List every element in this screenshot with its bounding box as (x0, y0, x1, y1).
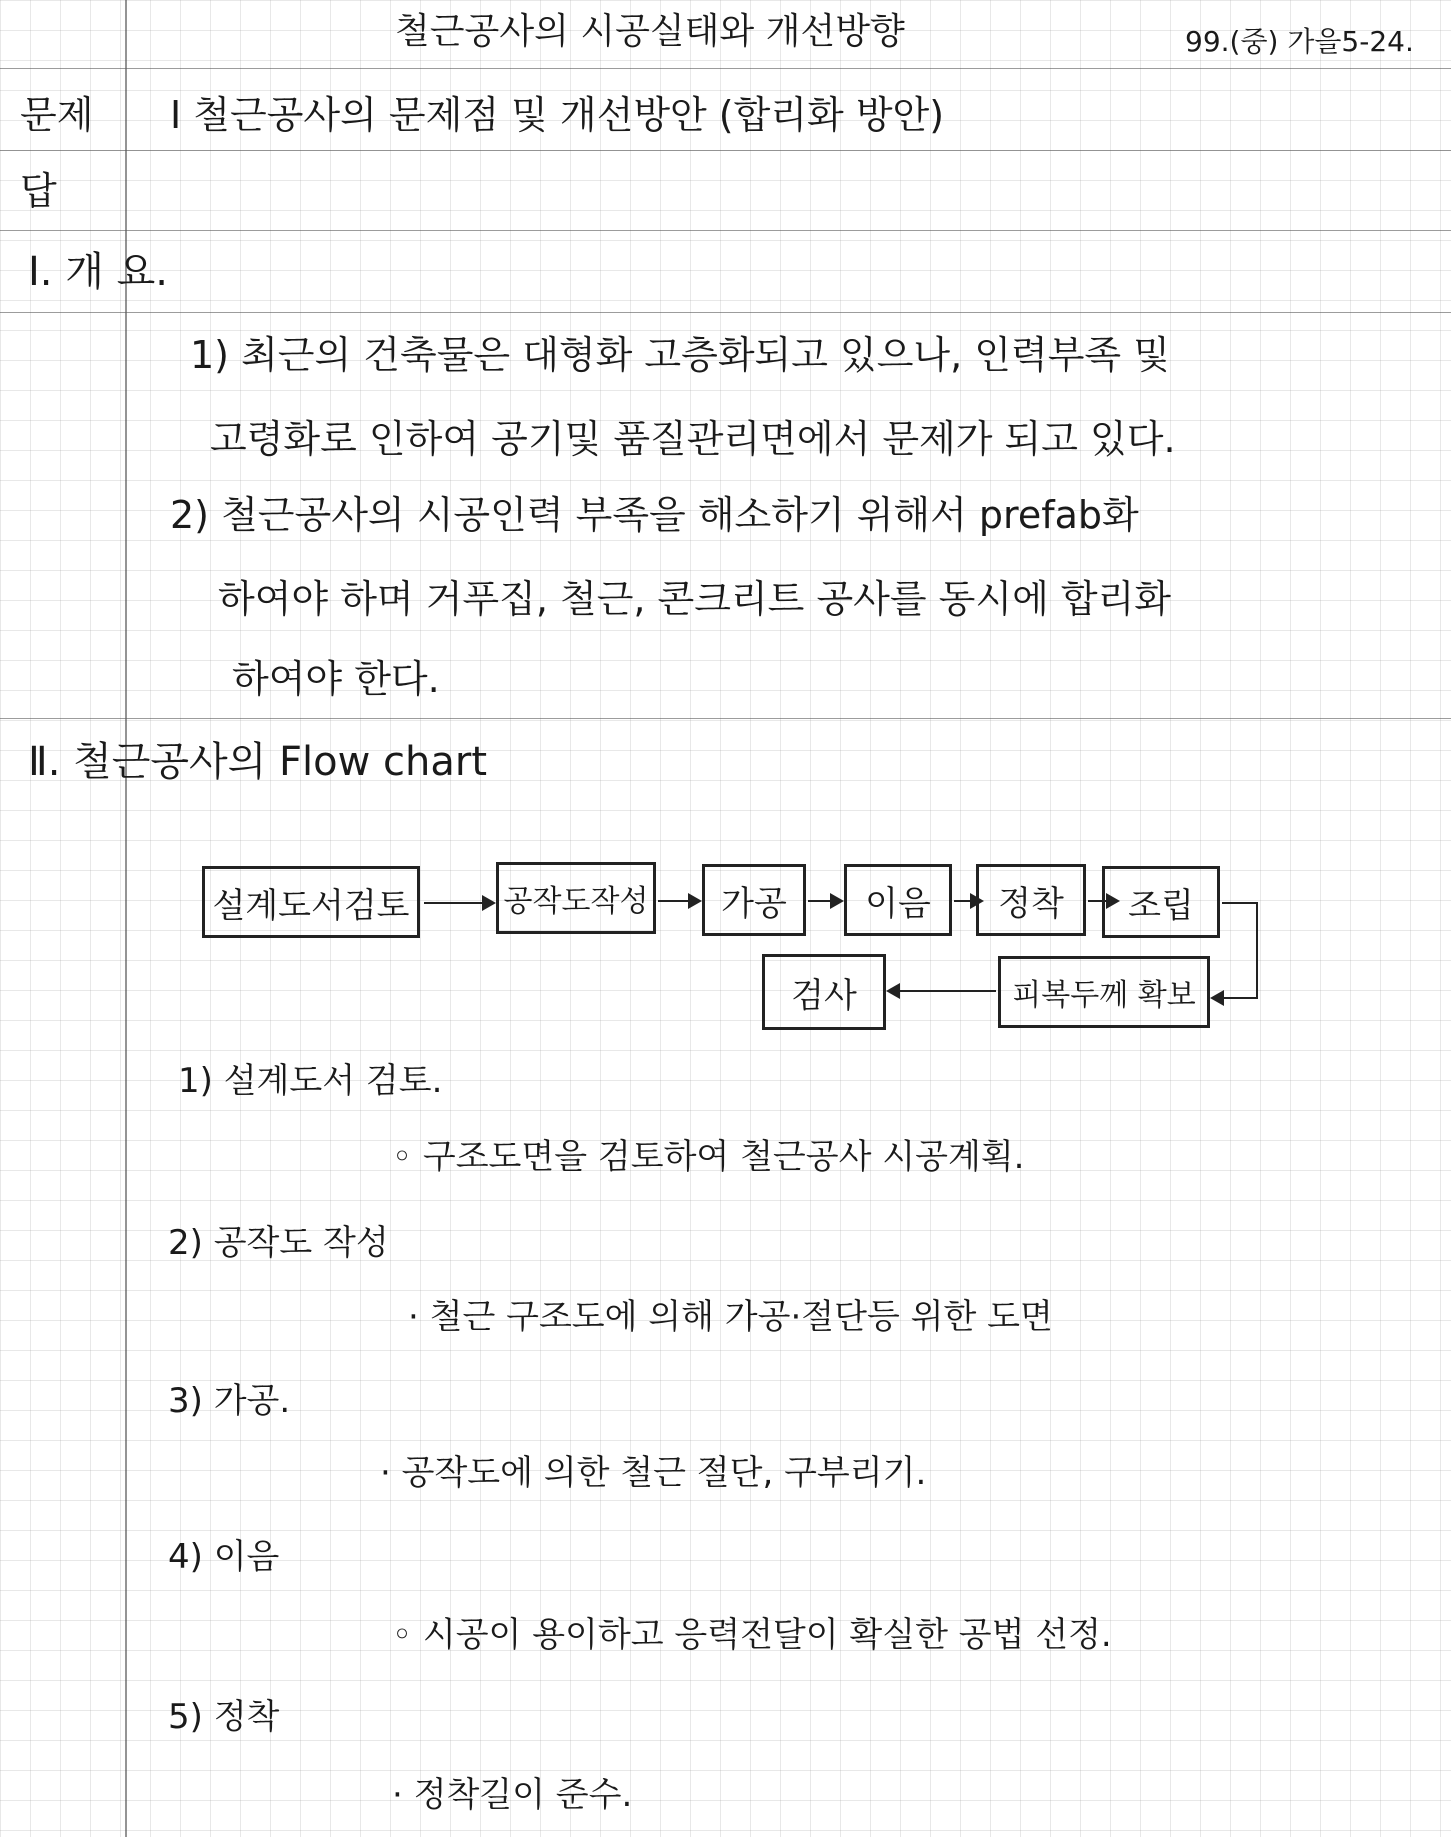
item-5-bullet: · 정착길이 준수. (392, 1775, 633, 1815)
item-2-bullet: · 철근 구조도에 의해 가공·절단등 위한 도면 (408, 1297, 1053, 1337)
item-4-bullet: ◦ 시공이 용이하고 응력전달이 확실한 공법 선정. (392, 1615, 1112, 1655)
rule-overview (0, 312, 1451, 313)
overview-p2-line1: 2) 철근공사의 시공인력 부족을 해소하기 위해서 prefab화 (170, 493, 1139, 537)
flow-heading: Ⅱ. 철근공사의 Flow chart (28, 739, 488, 785)
page-title: 철근공사의 시공실태와 개선방향 (395, 11, 905, 52)
rule-flow (0, 718, 1451, 719)
flow-connector-back (1212, 997, 1258, 999)
overview-p1-line2: 고령화로 인하여 공기및 품질관리면에서 문제가 되고 있다. (210, 417, 1176, 461)
page-date: 99.(중) 가을5-24. (1185, 25, 1414, 58)
flow-box-design-review: 설계도서검토 (202, 866, 420, 938)
item-4-title: 4) 이음 (168, 1537, 280, 1577)
item-3-title: 3) 가공. (168, 1381, 291, 1421)
item-2-title: 2) 공작도 작성 (168, 1223, 389, 1263)
rule-header (0, 68, 1451, 69)
answer-label: 답 (20, 169, 57, 213)
flow-connector-right (1222, 902, 1258, 904)
flow-box-anchorage: 정착 (976, 864, 1086, 936)
question-text: Ⅰ 철근공사의 문제점 및 개선방안 (합리화 방안) (170, 93, 945, 137)
flow-box-assembly: 조립 (1102, 866, 1220, 938)
overview-p1-line1: 1) 최근의 건축물은 대형화 고층화되고 있으나, 인력부족 및 (190, 333, 1170, 377)
flow-arrow-1 (424, 902, 494, 904)
rule-question (0, 150, 1451, 151)
flow-box-shop-drawing: 공작도작성 (496, 862, 656, 934)
flow-box-inspection: 검사 (762, 954, 886, 1030)
rule-answer (0, 230, 1451, 231)
question-label: 문제 (20, 93, 94, 137)
flow-box-splice: 이음 (844, 864, 952, 936)
item-1-title: 1) 설계도서 검토. (178, 1061, 443, 1101)
flow-arrow-3 (808, 900, 842, 902)
item-1-bullet: ◦ 구조도면을 검토하여 철근공사 시공계획. (392, 1137, 1025, 1177)
overview-p2-line3: 하여야 한다. (232, 657, 440, 701)
flow-box-processing: 가공 (702, 864, 806, 936)
item-3-bullet: · 공작도에 의한 철근 절단, 구부리기. (380, 1453, 927, 1493)
flow-box-cover: 피복두께 확보 (998, 956, 1210, 1028)
overview-heading: Ⅰ. 개 요. (28, 249, 168, 295)
overview-p2-line2: 하여야 하며 거푸집, 철근, 콘크리트 공사를 동시에 합리화 (218, 577, 1171, 621)
flow-arrow-2 (658, 900, 700, 902)
flow-connector-down (1256, 902, 1258, 998)
item-5-title: 5) 정착 (168, 1697, 280, 1737)
flow-arrow-6 (888, 990, 996, 992)
